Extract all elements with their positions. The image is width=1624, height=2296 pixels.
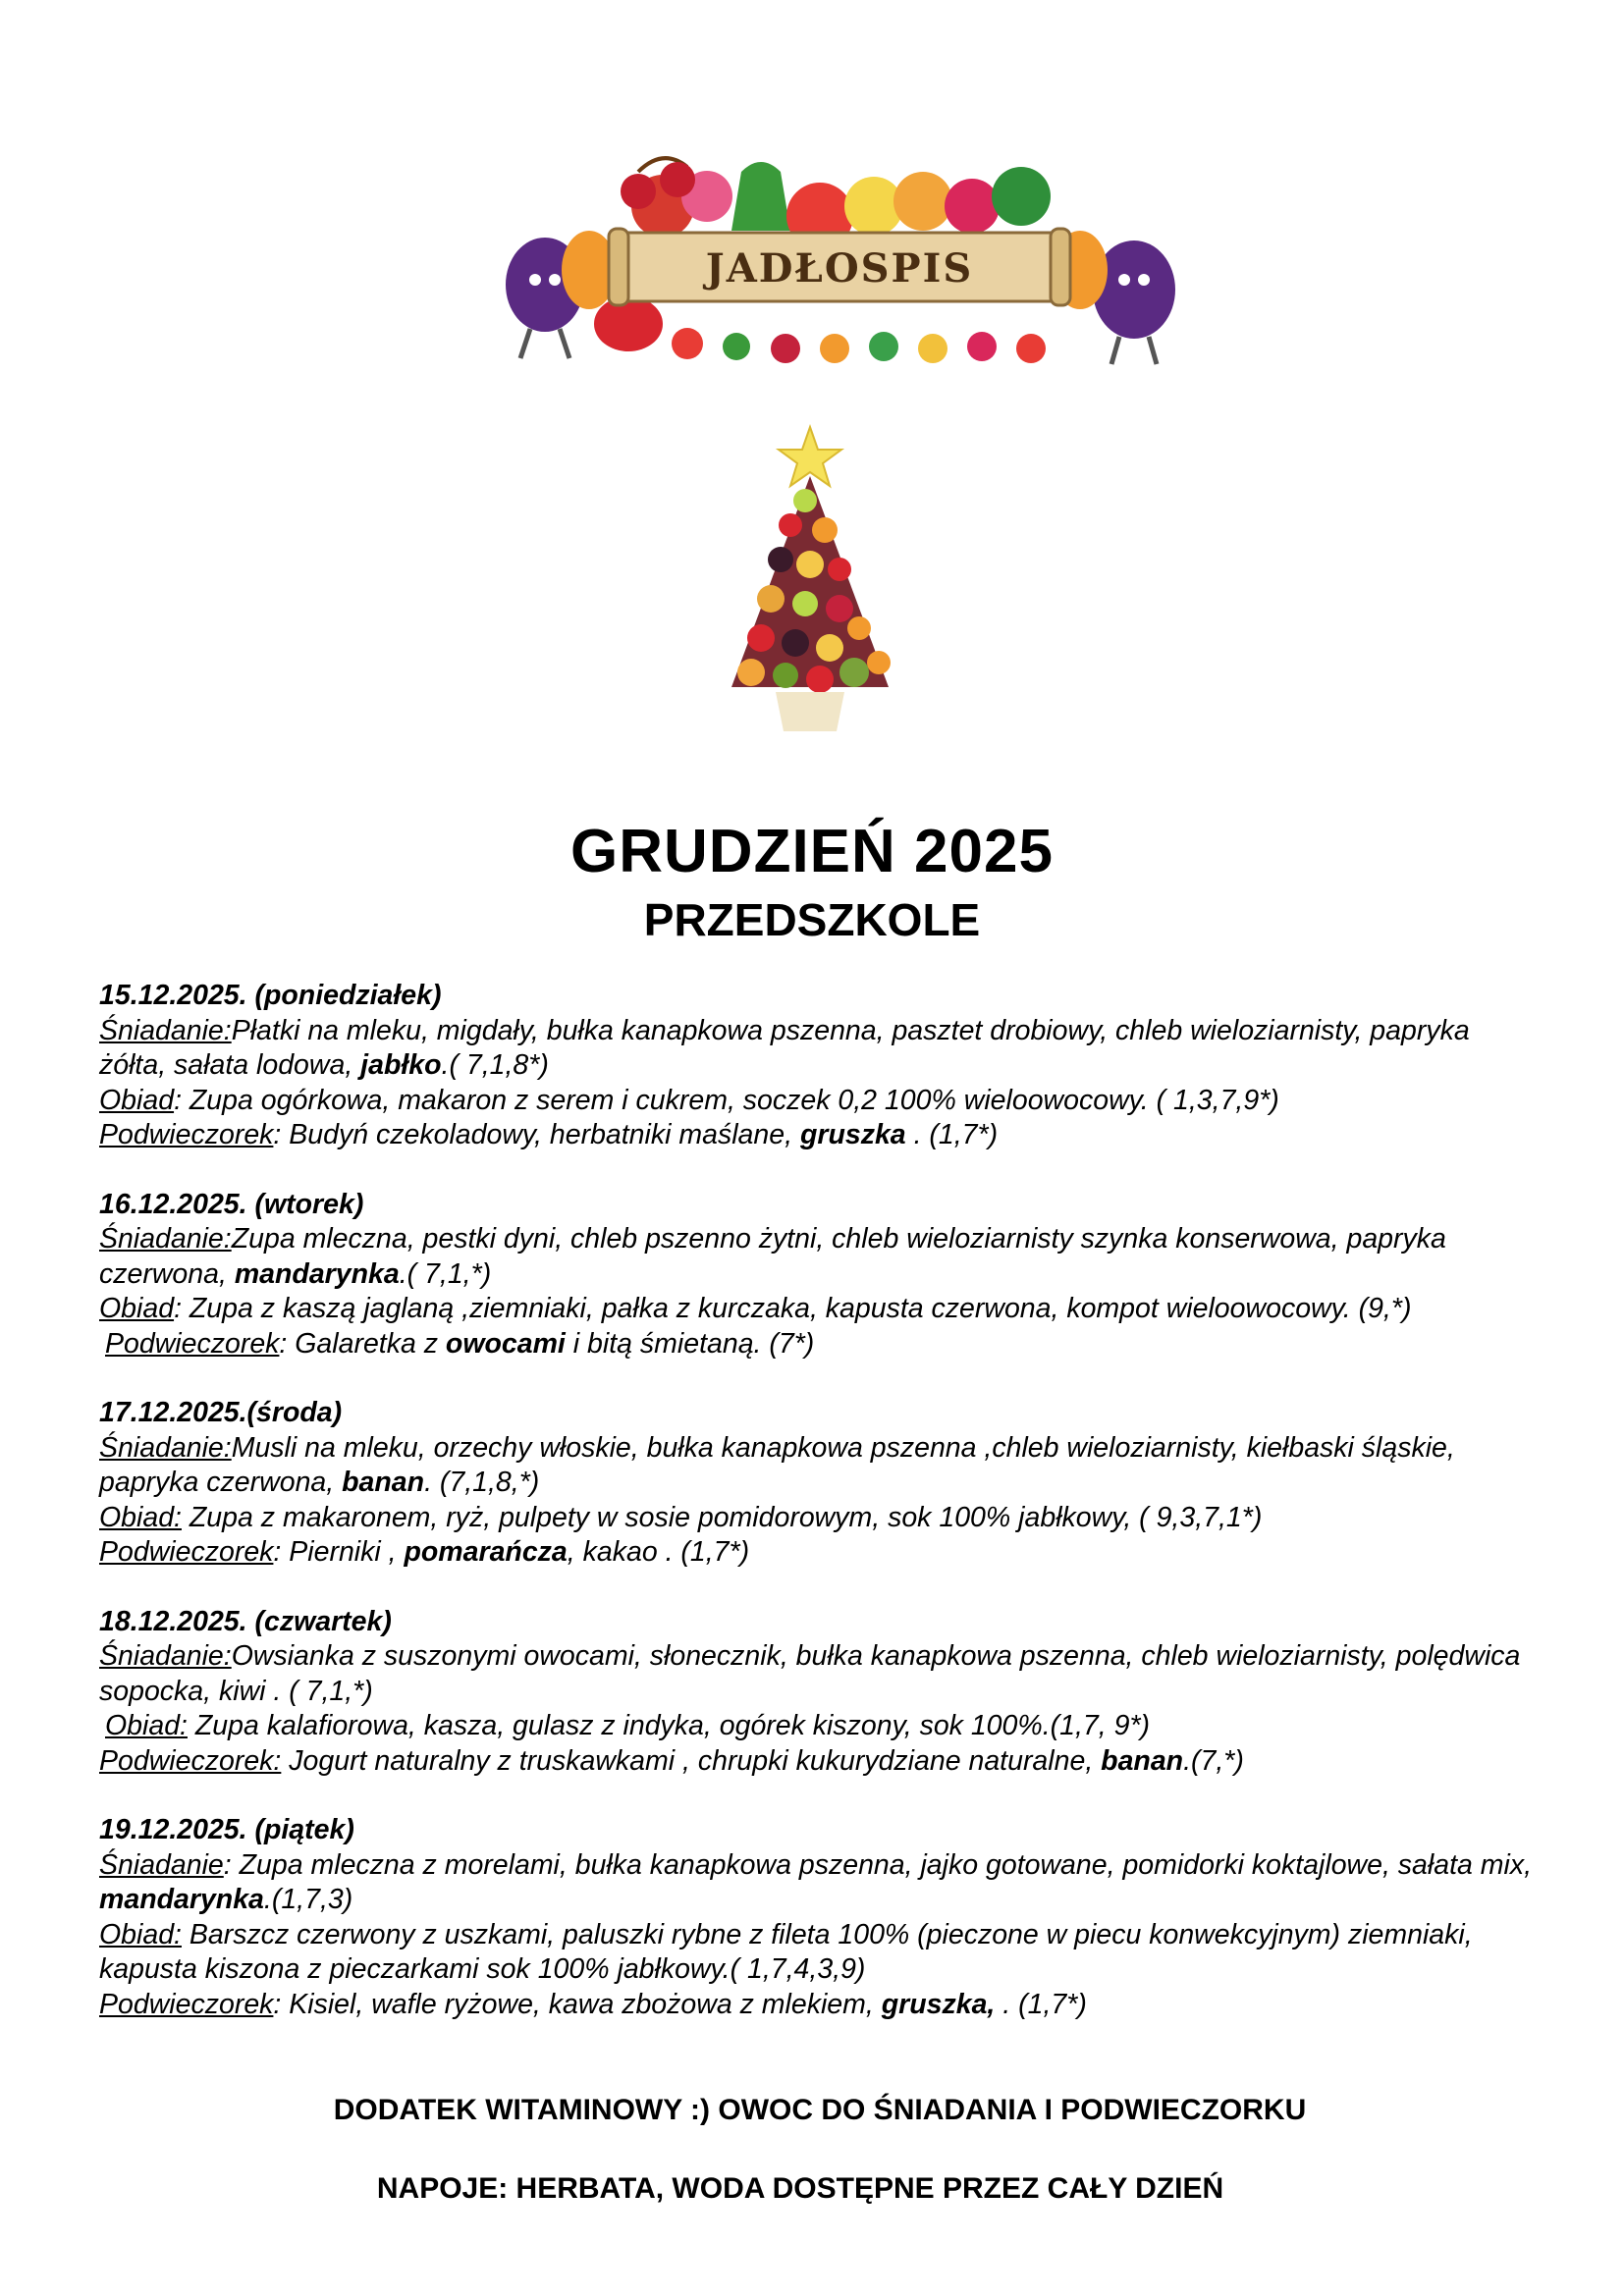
lunch-text: : Zupa ogórkowa, makaron z serem i cukrem, soczek 0,2 100% wieloowocowy. ( 1,3,7,9*)	[174, 1084, 1279, 1116]
snack-label: Podwieczorek	[99, 1119, 274, 1150]
breakfast-fruit: jabłko	[360, 1049, 442, 1081]
lunch-label: Obiad:	[105, 1710, 188, 1741]
lunch-line	[105, 1709, 1533, 1744]
lunch-text: Barszcz czerwony z uszkami, paluszki rybne z fileta 100% (pieczone w piecu konwekcyjnym) ziemniaki, kapusta kiszona z pieczarkami sok 100% jabłkowy.( 1,7,4,3,9)	[99, 1918, 1473, 1985]
breakfast-fruit: banan	[342, 1467, 425, 1498]
vitamin-note: DODATEK WITAMINOWY :) OWOC DO ŚNIADANIA I PODWIECZORKU	[333, 2094, 1307, 2126]
breakfast-line	[99, 1014, 1533, 1084]
breakfast-label: Śniadanie	[99, 1848, 224, 1881]
breakfast-fruit: mandarynka	[234, 1257, 400, 1290]
breakfast-line	[99, 1639, 1533, 1709]
lunch-line	[99, 1084, 1533, 1119]
snack-label: Podwieczorek	[99, 1536, 274, 1568]
breakfast-line	[99, 1848, 1533, 1918]
snack-fruit: gruszka,	[881, 1988, 996, 2020]
snack-line	[105, 1327, 1533, 1362]
breakfast-allergens: .(1,7,3)	[263, 1884, 353, 1915]
lunch-label: Obiad:	[99, 1918, 182, 1950]
breakfast-label: Śniadanie:	[99, 1640, 232, 1672]
lunch-label: Obiad:	[99, 1501, 182, 1533]
breakfast-text: Płatki na mleku, migdały, bułka kanapkowa pszenna, pasztet drobiowy, chleb wieloziarnisty, papryka żółta, sałata lodowa,	[99, 1014, 1470, 1081]
lunch-text: : Zupa z kaszą jaglaną ,ziemniaki, pałka z kurczaka, kapusta czerwona, kompot wieloowocowy. (9,*)	[174, 1293, 1412, 1324]
breakfast-text: Musli na mleku, orzechy włoskie, bułka kanapkowa pszenna ,chleb wieloziarnisty, kiełbaski śląskie, papryka czerwona,	[99, 1431, 1455, 1498]
day-date: 18.12.2025. (czwartek)	[99, 1605, 392, 1637]
day-entry-4	[99, 1813, 1533, 2022]
snack-text: : Kisiel, wafle ryżowe, kawa zbożowa z mlekiem,	[273, 1988, 882, 2020]
snack-fruit: pomarańcza	[404, 1536, 568, 1568]
snack-text: : Galaretka z	[279, 1327, 446, 1360]
snack-allergens: i bitą śmietaną. (7*)	[565, 1327, 815, 1360]
snack-label: Podwieczorek:	[99, 1744, 282, 1777]
snack-text: Jogurt naturalny z truskawkami , chrupki kukurydziane naturalne,	[281, 1744, 1102, 1777]
day-entry-0	[99, 979, 1533, 1153]
breakfast-text: : Zupa mleczna z morelami, bułka kanapkowa pszenna, jajko gotowane, pomidorki koktajlowe, sałata mix,	[223, 1848, 1533, 1881]
bowl-icon	[776, 692, 844, 731]
lunch-line	[99, 1918, 1533, 1988]
breakfast-text: Owsianka z suszonymi owocami, słonecznik, bułka kanapkowa pszenna, chleb wieloziarnisty, polędwica sopocka, kiwi . ( 7,1,*)	[99, 1640, 1521, 1707]
snack-label: Podwieczorek	[99, 1988, 274, 2020]
breakfast-label: Śniadanie:	[99, 1431, 232, 1464]
breakfast-line	[99, 1222, 1533, 1292]
day-entry-3	[99, 1605, 1533, 1780]
lunch-text: Zupa z makaronem, ryż, pulpety w sosie pomidorowym, sok 100% jabłkowy, ( 9,3,7,1*)	[181, 1501, 1263, 1533]
breakfast-allergens: .( 7,1,*)	[399, 1257, 492, 1290]
day-entry-2	[99, 1396, 1533, 1571]
snack-line	[99, 1988, 1533, 2023]
fruit-tree-icon	[731, 476, 891, 693]
jadlospis-banner	[491, 152, 1188, 373]
snack-line	[99, 1118, 1533, 1153]
snack-label: Podwieczorek	[105, 1327, 280, 1360]
day-date: 17.12.2025.(środa)	[99, 1397, 343, 1428]
drinks-note: NAPOJE: HERBATA, WODA DOSTĘPNE PRZEZ CAŁY DZIEŃ	[376, 2172, 1224, 2205]
breakfast-allergens: . (7,1,8,*)	[424, 1467, 540, 1498]
month-title: GRUDZIEŃ 2025	[570, 818, 1054, 885]
breakfast-label: Śniadanie:	[99, 1223, 232, 1255]
snack-fruit: banan	[1101, 1744, 1184, 1777]
snack-text: : Budyń czekoladowy, herbatniki maślane,	[273, 1119, 800, 1150]
breakfast-fruit: mandarynka	[99, 1884, 264, 1915]
snack-line	[99, 1744, 1533, 1780]
menu-list	[99, 979, 1533, 2056]
lunch-line	[99, 1501, 1533, 1536]
lunch-text: Zupa kalafiorowa, kasza, gulasz z indyka, ogórek kiszony, sok 100%.(1,7, 9*)	[187, 1710, 1151, 1741]
snack-allergens: , kakao . (1,7*)	[567, 1536, 750, 1568]
snack-allergens: .(7,*)	[1183, 1744, 1244, 1777]
lunch-label: Obiad	[99, 1293, 175, 1324]
day-entry-1	[99, 1188, 1533, 1362]
snack-allergens: . (1,7*)	[905, 1119, 999, 1150]
breakfast-text: Zupa mleczna, pestki dyni, chleb pszenno żytni, chleb wieloziarnisty szynka konserwowa, papryka czerwona,	[99, 1223, 1446, 1290]
snack-allergens: . (1,7*)	[995, 1988, 1087, 2020]
day-date: 16.12.2025. (wtorek)	[99, 1188, 364, 1220]
breakfast-line	[99, 1431, 1533, 1501]
lunch-line	[99, 1292, 1533, 1327]
snack-line	[99, 1535, 1533, 1571]
snack-fruit: gruszka	[799, 1119, 906, 1150]
fruit-christmas-tree	[692, 422, 928, 746]
day-date: 19.12.2025. (piątek)	[99, 1814, 354, 1845]
vegetables-row-icon	[672, 328, 1046, 363]
breakfast-label: Śniadanie:	[99, 1014, 232, 1046]
snack-text: : Pierniki ,	[273, 1536, 405, 1568]
lunch-label: Obiad	[99, 1084, 175, 1116]
banner-title: JADŁOSPIS	[705, 245, 974, 292]
breakfast-allergens: .( 7,1,8*)	[441, 1049, 549, 1081]
page-subtitle: PRZEDSZKOLE	[643, 894, 981, 945]
day-date: 15.12.2025. (poniedziałek)	[99, 980, 442, 1011]
snack-fruit: owocami	[445, 1327, 566, 1360]
